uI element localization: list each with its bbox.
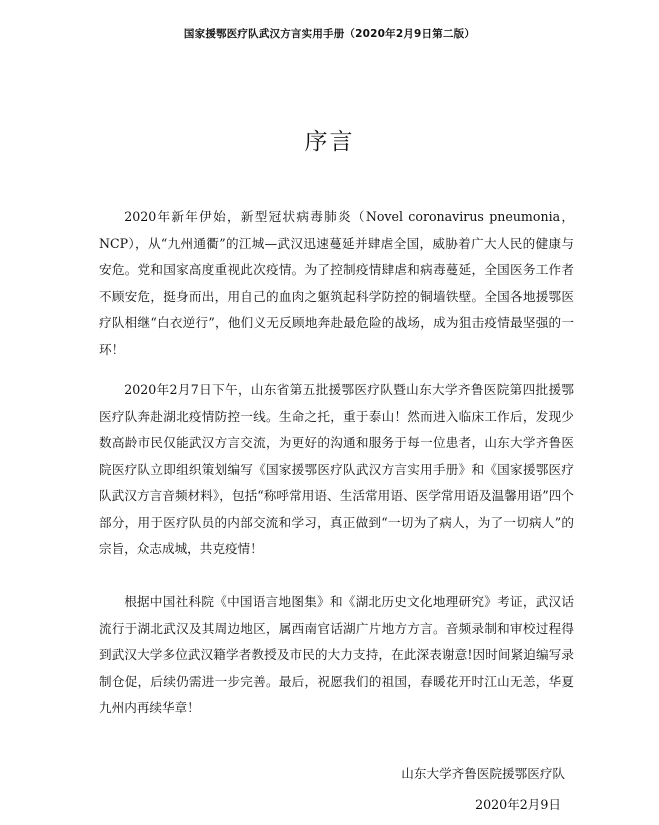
paragraph-text: 2020年2月7日下午，山东省第五批援鄂医疗队暨山东大学齐鲁医院第四批援鄂医疗队奔赴湖北疫情防控一线。生命之托，重于泰山！然而进入临床工作后，发现少数高龄市民仅能武汉方言交流，为更好的沟通和服务于每一位患者，山东大学齐鲁医院医疗队立即组织策划编写《国家援鄂医疗队武汉方言实用手册》和《国家援鄂医疗队武汉方言音频材料》，包括“称呼常用语、生活常用语、医学常用语及温馨用语”四个部分，用于医疗队员的内部交流和学习，真正做到“一切为了病人，为了一切病人”的宗旨，众志成城，共克疫情！: [99, 382, 574, 556]
paragraph-text: 2020年新年伊始，新型冠状病毒肺炎（Novel coronavirus pneumonia，NCP），从“九州通衢”的江城—武汉迅速蔓延并肆虐全国，威胁着广大人民的健康与安危。党和国家高度重视此次疫情。为了控制疫情肆虐和病毒蔓延，全国医务工作者不顾安危，挺身而出，用自己的血肉之躯筑起科学防控的铜墙铁壁。全国各地援鄂医疗队相继“白衣逆行”，他们义无反顾地奔赴最危险的战场，成为狙击疫情最坚强的一环！: [99, 209, 574, 357]
signature-date: 2020年2月9日: [475, 797, 561, 812]
paragraph-text: 根据中国社科院《中国语言地图集》和《湖北历史文化地理研究》考证，武汉话流行于湖北武汉及其周边地区，属西南官话湖广片地方方言。音频录制和审校过程得到武汉大学多位武汉籍学者教授及市民的大力支持，在此深表谢意!因时间紧迫编写录制仓促，后续仍需进一步完善。最后，祝愿我们的祖国，春暖花开时江山无恙，华夏九州内再续华章！: [99, 594, 574, 715]
signature: 山东大学齐鲁医院援鄂医疗队: [401, 766, 565, 781]
paragraph-2: [99, 377, 574, 563]
page-header: 国家援鄂医疗队武汉方言实用手册（2020年2月9日第二版）: [183, 28, 476, 40]
page-title: 序言: [304, 129, 355, 155]
paragraph-1: [99, 204, 574, 363]
paragraph-3: [99, 589, 574, 722]
